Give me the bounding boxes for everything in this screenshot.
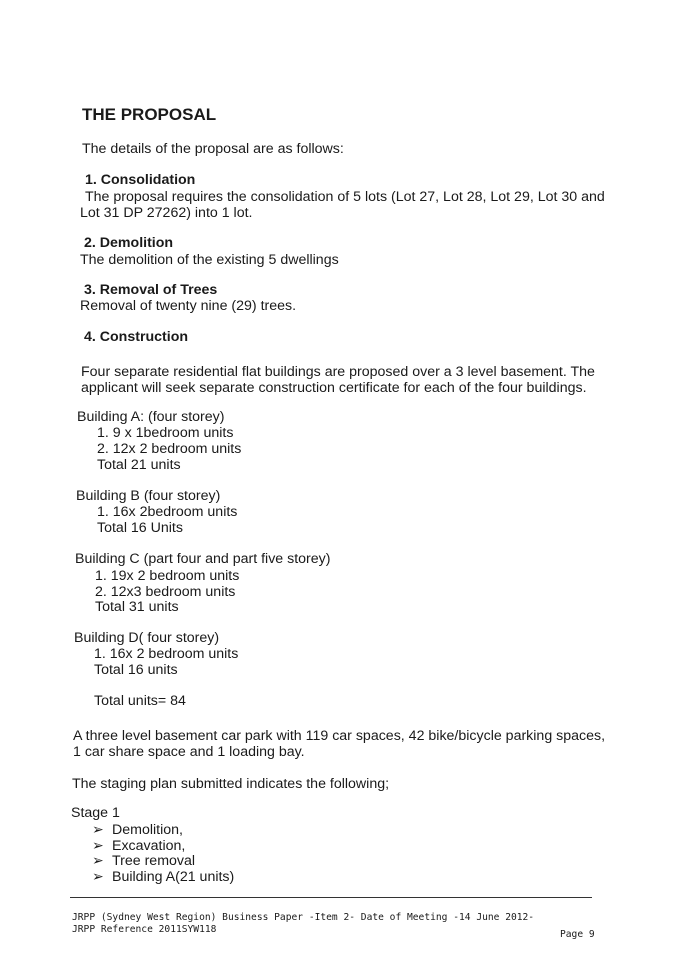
arrow-bullet-icon: ➢ <box>92 853 104 869</box>
building-c-item-2: 2. 12x3 bedroom units <box>95 584 236 600</box>
stage-1-item <box>92 869 234 886</box>
footer-reference: JRPP Reference 2011SYW118 <box>72 924 217 935</box>
stage-1-item <box>92 822 183 839</box>
demolition-text: The demolition of the existing 5 dwellings <box>80 252 339 268</box>
section-title-consolidation: 1. Consolidation <box>85 172 196 188</box>
arrow-bullet-icon: ➢ <box>92 869 104 885</box>
building-a-item-2: 2. 12x 2 bedroom units <box>97 441 242 457</box>
construction-line-1: Four separate residential flat buildings are proposed over a 3 level basement. The <box>81 364 595 380</box>
stage-1-item-label: Building A(21 units) <box>112 869 235 885</box>
car-park-line-1: A three level basement car park with 119 car spaces, 42 bike/bicycle parking spaces, <box>73 728 606 744</box>
footer-divider <box>70 897 592 898</box>
building-b-title: Building B (four storey) <box>76 488 221 504</box>
page-number: Page 9 <box>560 929 595 940</box>
section-title-demolition: 2. Demolition <box>84 235 174 251</box>
intro-text: The details of the proposal are as follows: <box>82 141 344 157</box>
building-c-item-1: 1. 19x 2 bedroom units <box>95 568 240 584</box>
section-title-construction: 4. Construction <box>84 329 189 345</box>
stage-1-item-label: Demolition, <box>112 822 183 838</box>
building-a-title: Building A: (four storey) <box>77 409 225 425</box>
building-d-total: Total 16 units <box>94 662 178 678</box>
building-a-item-1: 1. 9 x 1bedroom units <box>97 425 234 441</box>
building-c-total: Total 31 units <box>95 599 179 615</box>
stage-1-item-label: Excavation, <box>112 838 186 854</box>
consolidation-line-2: Lot 31 DP 27262) into 1 lot. <box>80 205 253 221</box>
building-a-total: Total 21 units <box>97 457 181 473</box>
footer-business-paper: JRPP (Sydney West Region) Business Paper -Item 2- Date of Meeting -14 June 2012- <box>72 912 535 923</box>
staging-intro: The staging plan submitted indicates the following; <box>72 776 390 792</box>
arrow-bullet-icon: ➢ <box>92 838 104 854</box>
page-heading: THE PROPOSAL <box>82 105 217 124</box>
building-d-item-1: 1. 16x 2 bedroom units <box>94 646 239 662</box>
arrow-bullet-icon: ➢ <box>92 822 104 838</box>
section-title-tree-removal: 3. Removal of Trees <box>84 282 218 298</box>
building-b-item-1: 1. 16x 2bedroom units <box>97 504 238 520</box>
building-c-title: Building C (part four and part five storey) <box>75 551 331 567</box>
building-b-total: Total 16 Units <box>97 520 183 536</box>
stage-1-item-label: Tree removal <box>112 853 196 869</box>
stage-1-title: Stage 1 <box>71 805 120 821</box>
building-d-title: Building D( four storey) <box>74 630 220 646</box>
stage-1-item <box>92 853 195 870</box>
consolidation-line-1: The proposal requires the consolidation of 5 lots (Lot 27, Lot 28, Lot 29, Lot 30 and <box>85 189 605 205</box>
tree-removal-text: Removal of twenty nine (29) trees. <box>80 298 297 314</box>
total-units: Total units= 84 <box>94 693 186 709</box>
construction-line-2: applicant will seek separate construction certificate for each of the four buildings. <box>81 380 587 396</box>
car-park-line-2: 1 car share space and 1 loading bay. <box>73 744 305 760</box>
